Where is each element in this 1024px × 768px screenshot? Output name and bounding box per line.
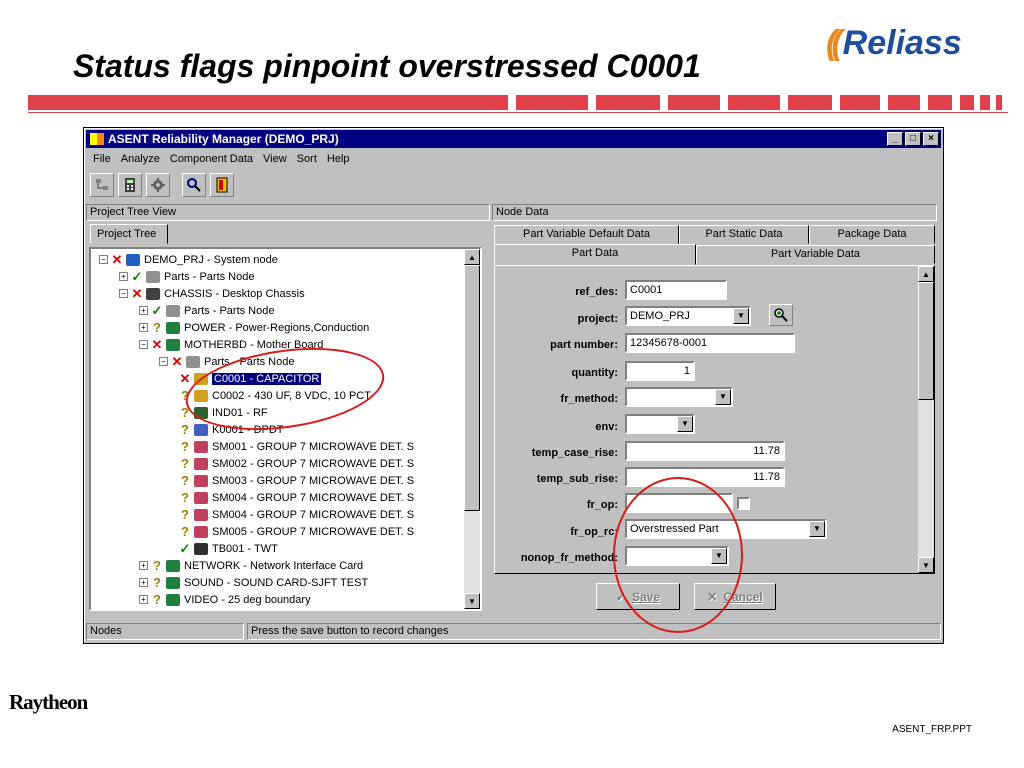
menu-view[interactable]: View: [263, 153, 287, 165]
tree-node-label: SM002 - GROUP 7 MICROWAVE DET. S: [212, 457, 415, 470]
minimize-button[interactable]: _: [887, 132, 903, 146]
chassis-icon: [146, 288, 160, 300]
tree-node-label: IND01 - RF: [212, 406, 268, 419]
chevron-down-icon[interactable]: ▼: [809, 521, 825, 537]
window-titlebar[interactable]: [86, 130, 941, 148]
tab-part-data[interactable]: Part Data: [494, 244, 696, 265]
part-data-form: [494, 265, 935, 574]
unknown-flag-icon: ?: [153, 592, 161, 607]
project-value: DEMO_PRJ: [630, 310, 690, 322]
tree-row[interactable]: [159, 353, 294, 370]
tree-node-label: TB001 - TWT: [212, 542, 278, 555]
tree-row[interactable]: [179, 455, 414, 472]
ref-des-field[interactable]: C0001: [625, 280, 727, 300]
tree-node-label: VIDEO - 25 deg boundary: [184, 593, 311, 606]
tree-node-label: C0002 - 430 UF, 8 VDC, 10 PCT: [212, 389, 371, 402]
window-controls: [887, 132, 939, 146]
app-icon: [90, 133, 104, 145]
tree-node-label: K0001 - DPDT: [212, 423, 284, 436]
tree-node-label: C0001 - CAPACITOR: [214, 372, 320, 385]
board-icon: [166, 594, 180, 606]
tree-node-label: SM001 - GROUP 7 MICROWAVE DET. S: [212, 440, 415, 453]
expand-icon[interactable]: +: [139, 561, 148, 570]
tree-node-label: Parts - Parts Node: [204, 355, 295, 368]
tree-row[interactable]: [119, 285, 305, 302]
cancel-label: Cancel: [723, 589, 763, 604]
tab-project-tree[interactable]: Project Tree: [90, 224, 168, 244]
temp-sub-rise-field[interactable]: 11.78: [625, 467, 785, 487]
semiconductor-icon: [194, 526, 208, 538]
tree-row[interactable]: [139, 574, 368, 591]
semiconductor-icon: [194, 509, 208, 521]
tree-row[interactable]: [179, 540, 278, 557]
fr-op-label: fr_op:: [586, 499, 618, 511]
window-title: ASENT Reliability Manager (DEMO_PRJ): [108, 132, 339, 146]
scroll-down-icon[interactable]: ▼: [464, 593, 480, 609]
unknown-flag-icon: ?: [181, 473, 189, 488]
unknown-flag-icon: ?: [181, 456, 189, 471]
part-number-label: part number:: [550, 339, 618, 351]
tree-row[interactable]: [179, 438, 414, 455]
nonop-fr-method-label: nonop_fr_method:: [520, 552, 618, 564]
reliass-logo-text: Reliass: [842, 24, 962, 62]
toolbar: [90, 173, 234, 197]
reliass-logo: [826, 24, 962, 63]
tree-node-label: Parts - Parts Node: [184, 304, 275, 317]
chevron-down-icon[interactable]: ▼: [677, 416, 693, 432]
raytheon-logo: Raytheon: [9, 690, 88, 714]
node-data-header: Node Data: [492, 204, 937, 221]
capacitor-icon: [194, 390, 208, 402]
save-label: Save: [632, 589, 661, 604]
footer-filename: ASENT_FRP.PPT: [892, 724, 972, 735]
tree-node-label: POWER - Power-Regions,Conduction: [184, 321, 370, 334]
tree-node-label: SM005 - GROUP 7 MICROWAVE DET. S: [212, 525, 415, 538]
system-node-icon: [126, 254, 140, 266]
tab-package-data[interactable]: Package Data: [809, 225, 935, 244]
tree-scrollbar[interactable]: [464, 249, 480, 609]
temp-case-rise-field[interactable]: 11.78: [625, 441, 785, 461]
fr-method-dropdown[interactable]: [625, 387, 733, 407]
temp-case-rise-label: temp_case_rise:: [531, 447, 618, 459]
tab-part-variable-data[interactable]: Part Variable Data: [696, 245, 935, 264]
project-dropdown[interactable]: [625, 306, 751, 326]
tube-icon: [194, 543, 208, 555]
exit-door-icon[interactable]: [210, 173, 234, 197]
relay-icon: [194, 424, 208, 436]
overstress-flag-icon: ✕: [111, 251, 123, 267]
collapse-icon[interactable]: −: [119, 289, 128, 298]
board-icon: [166, 560, 180, 572]
tree-node-label: MOTHERBD - Mother Board: [184, 338, 324, 351]
tree-icon[interactable]: [90, 173, 114, 197]
asent-window: [83, 127, 944, 644]
tree-node-label: SM003 - GROUP 7 MICROWAVE DET. S: [212, 474, 415, 487]
tree-row[interactable]: [179, 404, 268, 421]
fr-op-rc-value: Overstressed Part: [630, 523, 719, 535]
board-icon: [166, 339, 180, 351]
unknown-flag-icon: ?: [181, 439, 189, 454]
tree-node-label: SM004 - GROUP 7 MICROWAVE DET. S: [212, 508, 415, 521]
parts-icon: [186, 356, 200, 368]
ok-flag-icon: ✓: [179, 540, 191, 556]
fr-op-rc-dropdown[interactable]: [625, 519, 827, 539]
unknown-flag-icon: ?: [153, 558, 161, 573]
part-number-field[interactable]: 12345678-0001: [625, 333, 795, 353]
cross-icon: ✕: [707, 589, 718, 604]
reliass-logo-mark-icon: ((: [826, 24, 837, 62]
temp-sub-rise-label: temp_sub_rise:: [536, 473, 618, 485]
gear-icon[interactable]: [146, 173, 170, 197]
unknown-flag-icon: ?: [153, 320, 161, 335]
expand-icon[interactable]: +: [139, 578, 148, 587]
scroll-down-icon[interactable]: ▼: [918, 557, 934, 573]
save-button[interactable]: [596, 583, 680, 610]
ref-des-label: ref_des:: [575, 286, 618, 298]
statusbar: [86, 623, 941, 641]
menu-help[interactable]: Help: [326, 153, 350, 165]
tree-row[interactable]: [139, 591, 311, 608]
tree-row[interactable]: [179, 489, 414, 506]
tree-row[interactable]: [179, 472, 414, 489]
board-icon: [166, 577, 180, 589]
unknown-flag-icon: ?: [181, 388, 189, 403]
cancel-button[interactable]: [694, 583, 776, 610]
unknown-flag-icon: ?: [153, 575, 161, 590]
quantity-label: quantity:: [571, 367, 618, 379]
tree-row[interactable]: [179, 421, 284, 438]
chevron-down-icon[interactable]: ▼: [733, 308, 749, 324]
parts-icon: [166, 305, 180, 317]
project-tree-view-header: Project Tree View: [86, 204, 490, 221]
expand-icon[interactable]: +: [139, 323, 148, 332]
tree-row[interactable]: [179, 506, 414, 523]
unknown-flag-icon: ?: [181, 422, 189, 437]
calculator-icon[interactable]: [118, 173, 142, 197]
expand-icon[interactable]: +: [139, 306, 148, 315]
env-label: env:: [595, 421, 618, 433]
tree-row[interactable]: [139, 557, 363, 574]
tree-row[interactable]: [99, 251, 278, 268]
chevron-down-icon[interactable]: ▼: [711, 548, 727, 564]
tree-row[interactable]: [179, 370, 321, 387]
tree-row[interactable]: [139, 319, 369, 336]
project-label: project:: [577, 313, 618, 325]
statusbar-message: Press the save button to record changes: [247, 623, 941, 640]
tree-row[interactable]: [179, 523, 414, 540]
collapse-icon[interactable]: −: [139, 340, 148, 349]
env-dropdown[interactable]: [625, 414, 695, 434]
tree-node-label: DEMO_PRJ - System node: [144, 253, 278, 266]
close-button[interactable]: ×: [923, 132, 939, 146]
unknown-flag-icon: ?: [181, 490, 189, 505]
tree-row[interactable]: [119, 268, 254, 285]
nonop-fr-method-dropdown[interactable]: [625, 546, 729, 566]
form-scrollbar[interactable]: [918, 266, 934, 573]
tab-part-static-data[interactable]: Part Static Data: [679, 225, 809, 244]
menu-component-data[interactable]: Component Data: [169, 153, 254, 165]
fr-method-label: fr_method:: [560, 393, 618, 405]
semiconductor-icon: [194, 441, 208, 453]
scroll-thumb[interactable]: [464, 265, 480, 511]
collapse-icon[interactable]: −: [159, 357, 168, 366]
fr-op-field[interactable]: [625, 493, 733, 513]
overstress-flag-icon: ✕: [179, 370, 191, 386]
chevron-down-icon[interactable]: ▼: [715, 389, 731, 405]
statusbar-nodes: Nodes: [86, 623, 244, 640]
tree-node-label: NETWORK - Network Interface Card: [184, 559, 364, 572]
overstress-flag-icon: ✕: [131, 285, 143, 301]
tree-node-label: CHASSIS - Desktop Chassis: [164, 287, 305, 300]
expand-icon[interactable]: +: [119, 272, 128, 281]
collapse-icon[interactable]: −: [99, 255, 108, 264]
slide-title: Status flags pinpoint overstressed C0001: [73, 48, 701, 84]
menu-sort[interactable]: Sort: [296, 153, 317, 165]
scroll-up-icon[interactable]: ▲: [918, 266, 934, 282]
expand-icon[interactable]: +: [139, 595, 148, 604]
maximize-button[interactable]: □: [905, 132, 921, 146]
fr-op-checkbox[interactable]: [737, 497, 750, 510]
ok-flag-icon: ✓: [131, 268, 143, 284]
unknown-flag-icon: ?: [181, 507, 189, 522]
overstress-flag-icon: ✕: [151, 336, 163, 352]
tree-row[interactable]: [139, 302, 274, 319]
zoom-icon[interactable]: [769, 304, 793, 326]
tree-row[interactable]: [139, 336, 323, 353]
unknown-flag-icon: ?: [181, 524, 189, 539]
menu-analyze[interactable]: Analyze: [120, 153, 160, 165]
project-tree: [89, 247, 482, 611]
quantity-field[interactable]: 1: [625, 361, 695, 381]
fr-op-rc-label: fr_op_rc:: [570, 526, 618, 538]
tree-node-label: SOUND - SOUND CARD-SJFT TEST: [184, 576, 369, 589]
parts-icon: [146, 271, 160, 283]
tree-node-label: Parts - Parts Node: [164, 270, 255, 283]
semiconductor-icon: [194, 475, 208, 487]
scroll-up-icon[interactable]: ▲: [464, 249, 480, 265]
tree-row[interactable]: [179, 387, 371, 404]
unknown-flag-icon: ?: [181, 405, 189, 420]
overstress-flag-icon: ✕: [171, 353, 183, 369]
ok-flag-icon: ✓: [151, 302, 163, 318]
semiconductor-icon: [194, 492, 208, 504]
menu-file[interactable]: File: [93, 153, 111, 165]
check-icon: ✓: [615, 589, 627, 604]
inductor-icon: [194, 407, 208, 419]
board-icon: [166, 322, 180, 334]
menubar: [88, 150, 355, 168]
tree-node-label: SM004 - GROUP 7 MICROWAVE DET. S: [212, 491, 415, 504]
find-icon[interactable]: [182, 173, 206, 197]
tab-part-variable-default-data[interactable]: Part Variable Default Data: [494, 225, 679, 244]
semiconductor-icon: [194, 458, 208, 470]
capacitor-icon: [194, 373, 208, 385]
scroll-thumb[interactable]: [918, 282, 934, 400]
